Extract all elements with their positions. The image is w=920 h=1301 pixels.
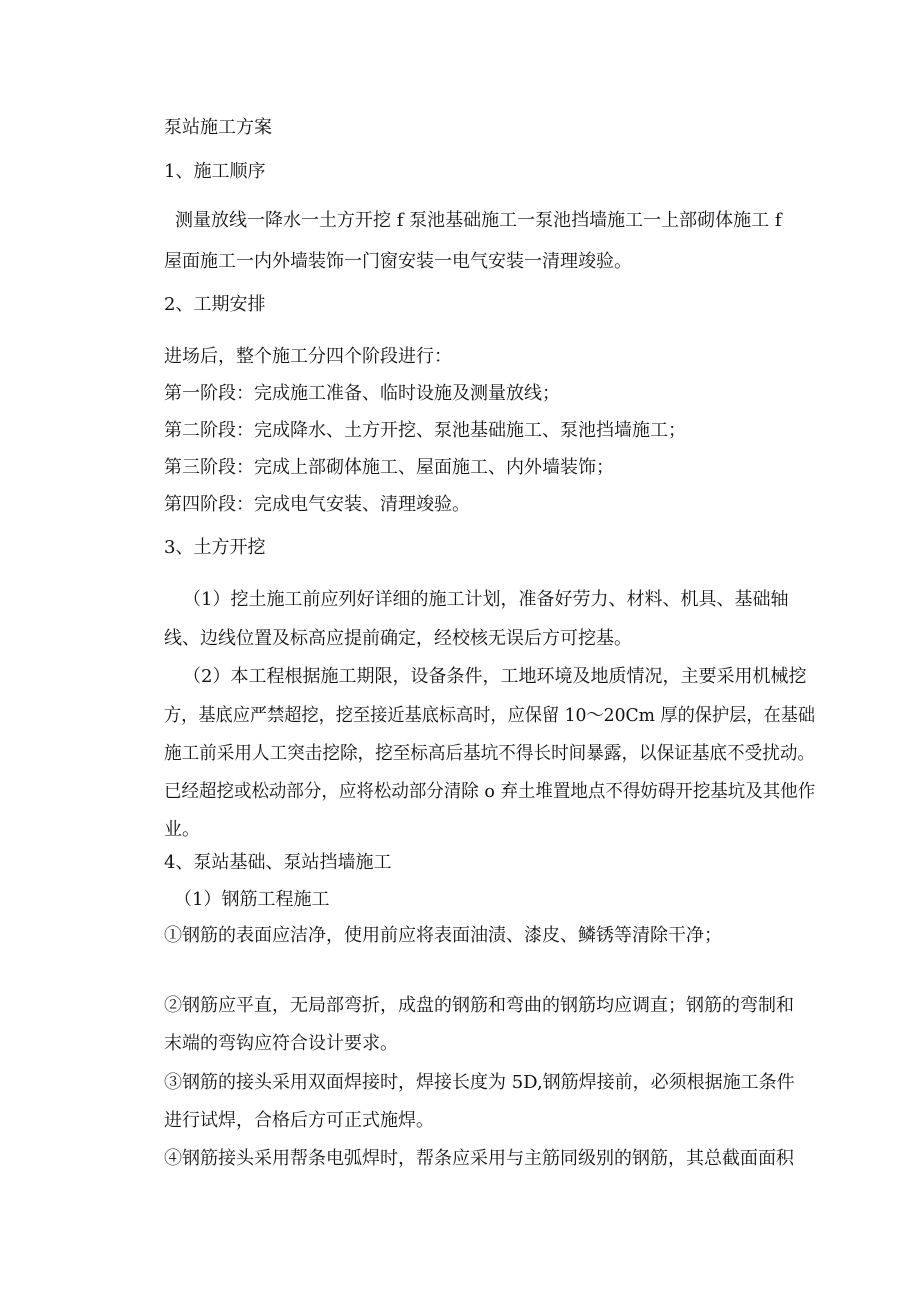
list-item: 第二阶段：完成降水、土方开挖、泵池基础施工、泵池挡墙施工； xyxy=(164,420,686,441)
paragraph-line: 方，基底应严禁超挖，挖至接近基底标高时，应保留 10～20Cm 厚的保护层，在基础 xyxy=(164,705,816,726)
section-heading: 1、施工顺序 xyxy=(164,161,266,182)
paragraph-line: 末端的弯钩应符合设计要求。 xyxy=(164,1033,398,1054)
paragraph-line: ④钢筋接头采用帮条电弧焊时，帮条应采用与主筋同级别的钢筋，其总截面面积 xyxy=(164,1148,794,1169)
list-item: 第三阶段：完成上部砌体施工、屋面施工、内外墙装饰； xyxy=(164,457,614,478)
paragraph-line: 已经超挖或松动部分，应将松动部分清除 o 弃土堆置地点不得妨碍开挖基坑及其他作 xyxy=(164,781,816,802)
paragraph-line: 测量放线一降水一土方开挖 f 泵池基础施工一泵池挡墙施工一上部砌体施工 f xyxy=(175,210,782,231)
paragraph-line: （2）本工程根据施工期限，设备条件，工地环境及地质情况，主要采用机械挖 xyxy=(183,666,807,687)
paragraph-line: ②钢筋应平直，无局部弯折，成盘的钢筋和弯曲的钢筋均应调直；钢筋的弯制和 xyxy=(164,995,794,1016)
paragraph-line: 业。 xyxy=(164,819,200,840)
paragraph-line: 施工前采用人工突击挖除，挖至标高后基坑不得长时间暴露，以保证基底不受扰动。 xyxy=(164,743,816,764)
paragraph-line: ③钢筋的接头采用双面焊接时，焊接长度为 5D,钢筋焊接前，必须根据施工条件 xyxy=(164,1072,795,1093)
paragraph-line: 进场后，整个施工分四个阶段进行： xyxy=(164,346,452,367)
section-heading: 3、土方开挖 xyxy=(164,537,266,558)
section-heading: 4、泵站基础、泵站挡墙施工 xyxy=(164,852,392,873)
section-heading: 2、工期安排 xyxy=(164,294,266,315)
list-item: 第四阶段：完成电气安装、清理竣验。 xyxy=(164,494,470,515)
paragraph-line: 进行试焊，合格后方可正式施焊。 xyxy=(164,1110,434,1131)
paragraph-line: 屋面施工一内外墙装饰一门窗安装一电气安装一清理竣验。 xyxy=(164,251,632,272)
paragraph-line: （1）挖土施工前应列好详细的施工计划，准备好劳力、材料、机具、基础轴 xyxy=(183,589,789,610)
subsection-heading: （1）钢筋工程施工 xyxy=(174,889,330,910)
list-item: 第一阶段：完成施工准备、临时设施及测量放线； xyxy=(164,383,560,404)
document-title: 泵站施工方案 xyxy=(164,117,272,138)
paragraph-line: 线、边线位置及标高应提前确定，经校核无误后方可挖基。 xyxy=(164,628,632,649)
list-item: ①钢筋的表面应洁净，使用前应将表面油渍、漆皮、鳞锈等清除干净； xyxy=(164,925,722,946)
